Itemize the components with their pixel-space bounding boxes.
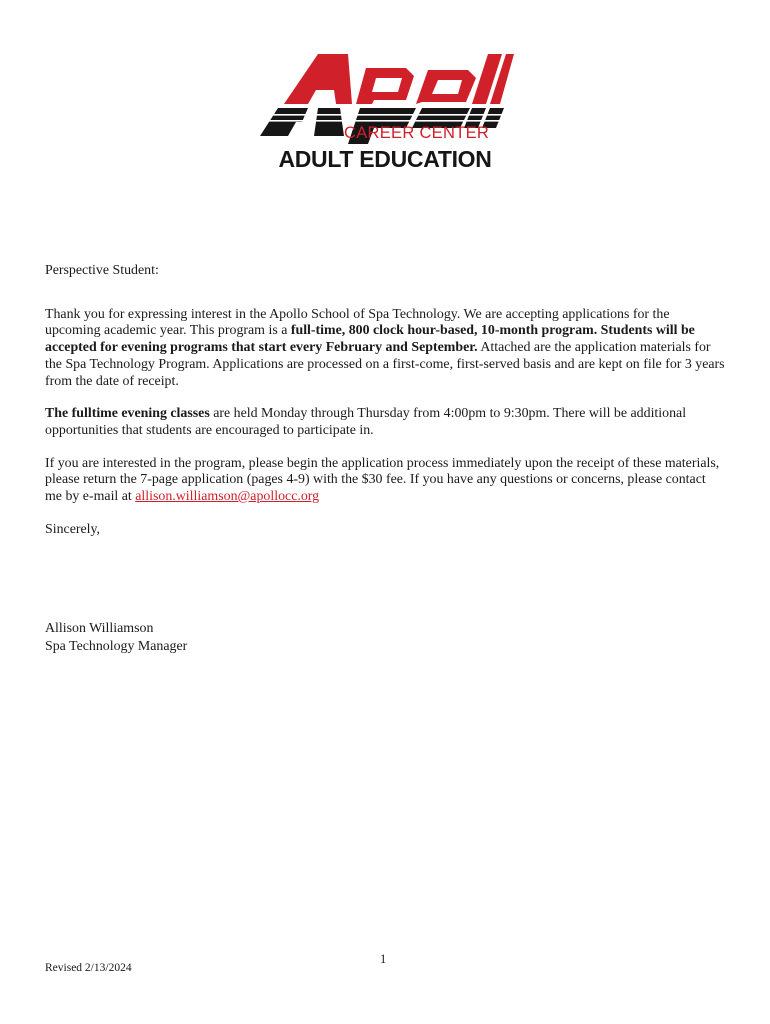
signature-block [45, 620, 187, 656]
intro-text-2: Attached are the application materials for the Spa Technology Program. Applications are processed on a first-come, first-served basis and are kept on file for 3 years from the date of receipt. [45, 340, 725, 389]
schedule-text: are held Monday through Thursday from 4:00pm to 9:30pm. There will be additional opportunities that students are encouraged to participate in. [45, 406, 687, 438]
career-center-text: CAREER CENTER [344, 124, 490, 142]
salutation: Perspective Student: [45, 263, 159, 278]
signer-title: Spa Technology Manager [45, 639, 188, 654]
intro-bold-text: full-time, 800 clock hour-based, 10-month program. Students will be accepted for evening programs that start every February and September. [45, 323, 695, 356]
schedule-bold-text: The fulltime evening classes [45, 406, 210, 422]
application-text: If you are interested in the program, please begin the application process immediately upon the receipt of these materials, please return the 7-page application (pages 4-9) with the $30 fee. If you have any questions or concerns, please contact me by e-mail at [45, 455, 720, 505]
signer-name: Allison Williamson [45, 621, 154, 636]
letter-body [45, 263, 725, 538]
closing: Sincerely, [45, 521, 101, 537]
paragraph-application [45, 456, 725, 506]
paragraph-schedule [45, 406, 725, 439]
revised-date: Revised 2/13/2024 [45, 962, 132, 974]
paragraph-intro [45, 307, 725, 391]
adult-education-heading: ADULT EDUCATION [278, 146, 492, 172]
apollo-logo [256, 48, 514, 176]
page-number: 1 [380, 952, 387, 966]
email-link[interactable]: allison.williamson@apollocc.org [135, 489, 320, 505]
intro-text-1: Thank you for expressing interest in the Apollo School of Spa Technology. We are accepting applications for the upcoming academic year. This program is a [45, 306, 670, 339]
